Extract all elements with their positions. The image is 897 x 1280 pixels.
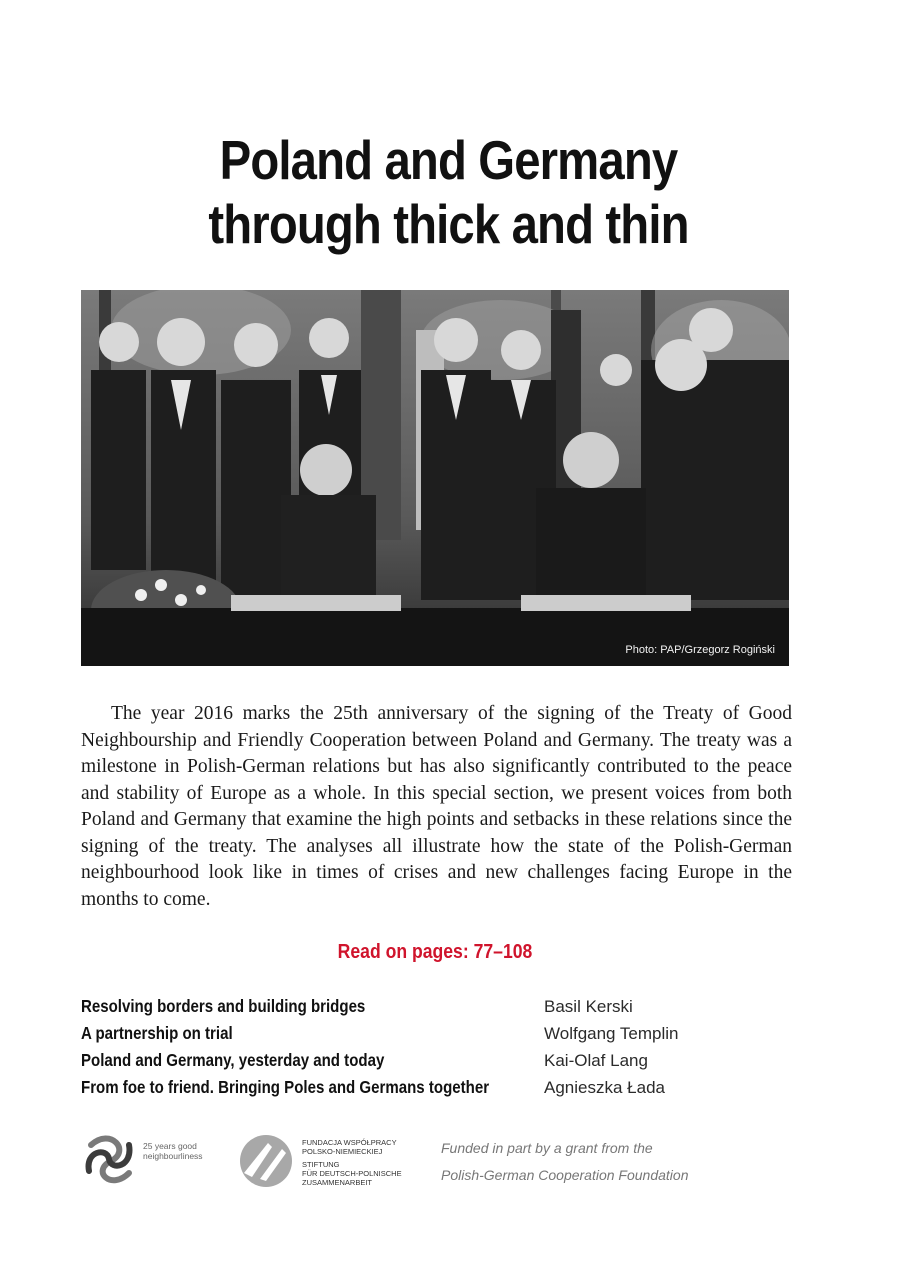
article-author: Agnieszka Łada (544, 1078, 665, 1097)
photo-credit: Photo: PAP/Grzegorz Rogiński (625, 644, 775, 656)
article-row (81, 1050, 801, 1077)
foundation-de-line-1: STIFTUNG (302, 1160, 340, 1169)
article-author: Kai-Olaf Lang (544, 1051, 648, 1070)
anniversary-logo (81, 1131, 221, 1191)
article-row (81, 1077, 801, 1104)
anniversary-logo-text (143, 1141, 203, 1161)
article-author: Basil Kerski (544, 997, 633, 1016)
foundation-logo-text (302, 1138, 402, 1187)
article-list (81, 996, 801, 1104)
intro-paragraph: The year 2016 marks the 25th anniversary of the signing of the Treaty of Good Neighbourship and Friendly Cooperation between Poland and Germany. The treaty was a milestone in Polish-German relations but has also significantly contributed to the peace and stability of Europe as a whole. In this special section, we present voices from both Poland and Germany that examine the high points and setbacks in these relations since the signing of the treaty. The analyses all illustrate how the state of the Polish-German neighbourhood look like in times of crises and new challenges facing Europe in the months to come. (81, 703, 792, 910)
anniversary-knot-icon (81, 1131, 137, 1187)
article-row (81, 1023, 801, 1050)
funding-note (441, 1135, 688, 1189)
article-title: Poland and Germany, yesterday and today (81, 1050, 385, 1070)
anniversary-line-1: 25 years good (143, 1141, 197, 1151)
foundation-logo (238, 1133, 428, 1193)
photo-illustration (81, 290, 789, 666)
article-author: Wolfgang Templin (544, 1024, 679, 1043)
title-line-1: Poland and Germany (219, 129, 678, 191)
foundation-pl-line-1: FUNDACJA WSPÓŁPRACY (302, 1138, 397, 1147)
anniversary-line-2: neighbourliness (143, 1151, 203, 1161)
treaty-signing-photo (81, 290, 789, 666)
article-title: A partnership on trial (81, 1023, 233, 1043)
funding-line-1: Funded in part by a grant from the (441, 1140, 653, 1156)
page-title (63, 128, 834, 256)
foundation-emblem-icon (238, 1133, 294, 1189)
title-line-2: through thick and thin (208, 193, 689, 255)
article-title: From foe to friend. Bringing Poles and Germans together (81, 1077, 490, 1097)
article-row (81, 996, 801, 1023)
funding-line-2: Polish-German Cooperation Foundation (441, 1167, 689, 1183)
foundation-de-line-2: FÜR DEUTSCH-POLNISCHE (302, 1169, 402, 1178)
article-title: Resolving borders and building bridges (81, 996, 366, 1016)
read-on-pages: Read on pages: 77–108 (337, 941, 533, 963)
foundation-pl-line-2: POLSKO-NIEMIECKIEJ (302, 1147, 383, 1156)
foundation-de-line-3: ZUSAMMENARBEIT (302, 1178, 373, 1187)
